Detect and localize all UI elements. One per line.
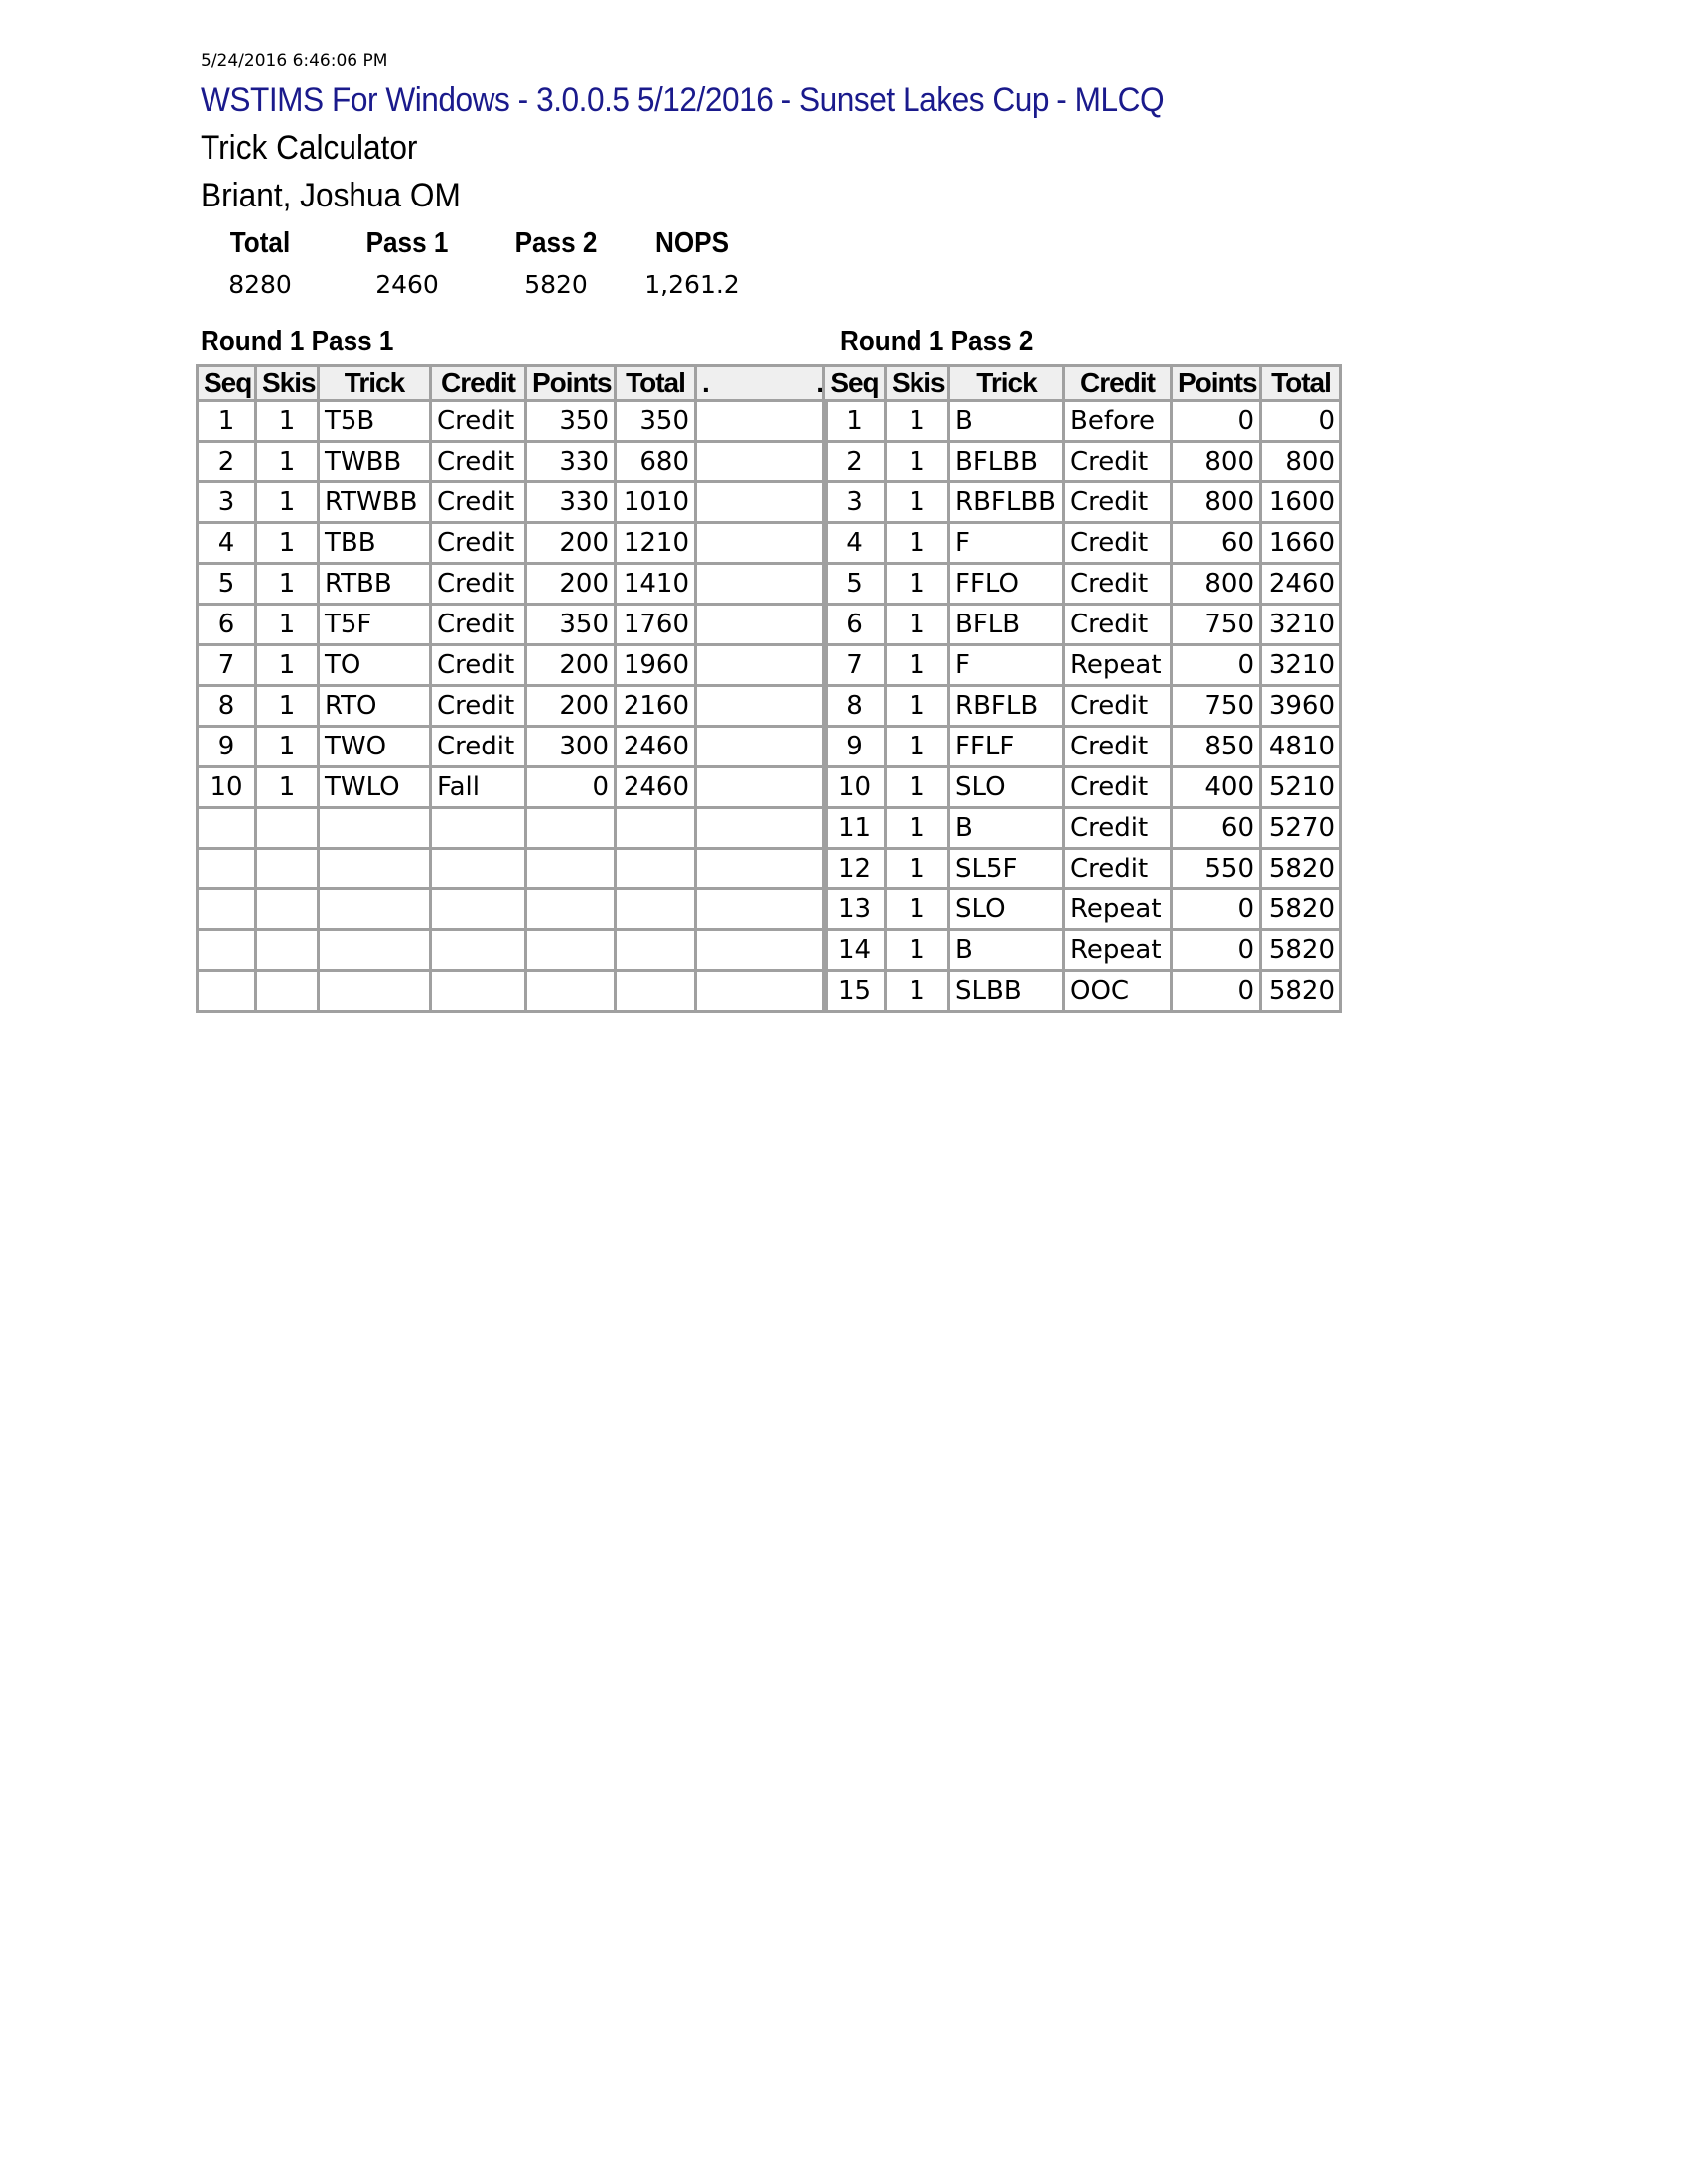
cell-skis [256,971,319,1012]
cell-spacer [696,401,827,442]
cell-points: 350 [526,605,616,645]
cell-total: 1210 [616,523,696,564]
cell-skis [256,849,319,889]
table-row [824,889,1341,930]
cell-trick: RBFLB [949,686,1064,727]
cell-skis: 1 [886,930,949,971]
cell-points: 850 [1172,727,1261,767]
summary-label-pass2: Pass 2 [514,227,598,259]
cell-total [616,971,696,1012]
cell-spacer [696,767,827,808]
cell-skis [256,808,319,849]
cell-points [526,849,616,889]
table-row [824,401,1341,442]
cell-points: 0 [526,767,616,808]
cell-skis: 1 [886,889,949,930]
col-trick: Trick [949,366,1064,401]
table-row [198,482,827,523]
print-timestamp: 5/24/2016 6:46:06 PM [201,51,388,70]
cell-seq: 3 [198,482,256,523]
cell-trick [319,889,431,930]
cell-credit: Credit [431,523,526,564]
cell-seq: 14 [824,930,886,971]
cell-points: 60 [1172,808,1261,849]
table-row [824,727,1341,767]
cell-total: 5820 [1261,889,1341,930]
cell-seq: 1 [824,401,886,442]
col-seq: Seq [198,366,256,401]
cell-trick: T5B [319,401,431,442]
cell-trick [319,930,431,971]
cell-total: 1410 [616,564,696,605]
cell-trick: SLO [949,767,1064,808]
cell-trick: B [949,930,1064,971]
cell-credit [431,971,526,1012]
cell-skis: 1 [886,605,949,645]
cell-skis: 1 [256,482,319,523]
col-total: Total [1261,366,1341,401]
cell-seq: 3 [824,482,886,523]
cell-seq: 8 [824,686,886,727]
cell-total: 2460 [616,767,696,808]
cell-credit [431,930,526,971]
cell-skis [256,930,319,971]
pass2-label: Round 1 Pass 2 [840,326,1034,357]
cell-seq: 7 [198,645,256,686]
cell-seq: 8 [198,686,256,727]
cell-trick: B [949,808,1064,849]
cell-seq: 5 [198,564,256,605]
cell-points: 0 [1172,401,1261,442]
cell-seq: 1 [198,401,256,442]
cell-points: 750 [1172,605,1261,645]
cell-skis: 1 [256,605,319,645]
cell-total: 5210 [1261,767,1341,808]
cell-trick: B [949,401,1064,442]
table-row [824,808,1341,849]
table-row [198,930,827,971]
summary-value-total: 8280 [228,270,292,299]
table-row [824,442,1341,482]
cell-credit: Credit [431,605,526,645]
cell-spacer [696,523,827,564]
pass1-table [196,364,828,1013]
cell-seq: 13 [824,889,886,930]
cell-spacer [696,645,827,686]
cell-credit: OOC [1064,971,1172,1012]
cell-seq [198,889,256,930]
cell-trick [319,971,431,1012]
cell-credit: Credit [1064,849,1172,889]
cell-points: 300 [526,727,616,767]
cell-points [526,808,616,849]
cell-skis: 1 [886,401,949,442]
table-row [198,605,827,645]
cell-seq: 12 [824,849,886,889]
table-row [824,686,1341,727]
cell-trick: SLO [949,889,1064,930]
cell-skis: 1 [886,971,949,1012]
cell-spacer [696,442,827,482]
cell-spacer [696,849,827,889]
col-trick: Trick [319,366,431,401]
cell-trick: F [949,523,1064,564]
pass1-header-row [198,366,827,401]
cell-spacer [696,727,827,767]
col-spacer [696,366,827,401]
cell-skis: 1 [886,727,949,767]
cell-seq: 10 [824,767,886,808]
cell-seq: 4 [824,523,886,564]
spacer-dot-left: . [702,367,709,398]
cell-points: 750 [1172,686,1261,727]
col-total: Total [616,366,696,401]
table-row [824,767,1341,808]
cell-trick: TWBB [319,442,431,482]
table-row [824,564,1341,605]
cell-points: 0 [1172,930,1261,971]
cell-credit: Credit [431,401,526,442]
cell-seq: 15 [824,971,886,1012]
cell-credit: Credit [1064,686,1172,727]
cell-total: 2460 [1261,564,1341,605]
cell-points: 0 [1172,889,1261,930]
cell-points: 350 [526,401,616,442]
table-row [824,605,1341,645]
table-row [198,401,827,442]
cell-total: 0 [1261,401,1341,442]
table-row [198,889,827,930]
summary-label-nops: NOPS [655,227,729,259]
cell-total: 1960 [616,645,696,686]
table-row [824,645,1341,686]
cell-skis: 1 [256,523,319,564]
cell-points: 800 [1172,442,1261,482]
cell-credit: Credit [431,645,526,686]
cell-skis: 1 [256,767,319,808]
pass2-header-row [824,366,1341,401]
cell-seq: 7 [824,645,886,686]
table-row [824,930,1341,971]
cell-spacer [696,482,827,523]
cell-trick: RTWBB [319,482,431,523]
summary-label-pass1: Pass 1 [365,227,449,259]
table-row [824,523,1341,564]
cell-trick: TWO [319,727,431,767]
cell-points [526,889,616,930]
table-row [198,727,827,767]
cell-credit: Credit [1064,564,1172,605]
table-row [198,849,827,889]
cell-points: 330 [526,482,616,523]
cell-trick: FFLF [949,727,1064,767]
table-row [198,645,827,686]
cell-credit: Credit [1064,727,1172,767]
cell-trick: TBB [319,523,431,564]
cell-seq: 6 [824,605,886,645]
cell-total: 1010 [616,482,696,523]
cell-seq [198,971,256,1012]
cell-seq: 10 [198,767,256,808]
cell-points: 200 [526,645,616,686]
cell-points: 550 [1172,849,1261,889]
cell-total: 1760 [616,605,696,645]
cell-credit: Credit [1064,605,1172,645]
cell-total: 3210 [1261,645,1341,686]
cell-credit: Credit [1064,523,1172,564]
cell-credit: Before [1064,401,1172,442]
cell-trick: T5F [319,605,431,645]
cell-total [616,849,696,889]
cell-credit: Credit [1064,767,1172,808]
col-points: Points [526,366,616,401]
cell-trick: RTBB [319,564,431,605]
table-row [824,482,1341,523]
cell-skis: 1 [256,645,319,686]
cell-skis: 1 [886,686,949,727]
cell-skis: 1 [886,808,949,849]
cell-credit: Fall [431,767,526,808]
cell-spacer [696,605,827,645]
cell-credit: Credit [431,482,526,523]
cell-total: 2160 [616,686,696,727]
cell-seq: 9 [198,727,256,767]
cell-skis: 1 [886,564,949,605]
cell-points: 330 [526,442,616,482]
cell-seq [198,930,256,971]
cell-trick: SL5F [949,849,1064,889]
report-title: WSTIMS For Windows - 3.0.0.5 5/12/2016 - Sunset Lakes Cup - MLCQ [201,81,1165,119]
col-credit: Credit [431,366,526,401]
cell-trick: TO [319,645,431,686]
cell-credit: Repeat [1064,645,1172,686]
cell-credit: Credit [1064,482,1172,523]
cell-credit [431,808,526,849]
summary-value-pass2: 5820 [524,270,588,299]
cell-spacer [696,564,827,605]
cell-credit: Repeat [1064,930,1172,971]
cell-spacer [696,808,827,849]
summary-value-pass1: 2460 [375,270,439,299]
cell-seq [198,808,256,849]
table-row [824,971,1341,1012]
cell-trick [319,849,431,889]
pass2-table [822,364,1342,1013]
cell-trick: BFLBB [949,442,1064,482]
cell-total: 3210 [1261,605,1341,645]
skier-name: Briant, Joshua OM [201,177,461,214]
col-skis: Skis [886,366,949,401]
cell-total: 5820 [1261,849,1341,889]
cell-seq [198,849,256,889]
cell-points: 60 [1172,523,1261,564]
cell-total: 4810 [1261,727,1341,767]
cell-points [526,971,616,1012]
cell-credit: Credit [431,442,526,482]
cell-total: 1600 [1261,482,1341,523]
cell-spacer [696,930,827,971]
cell-total: 5820 [1261,930,1341,971]
table-row [198,523,827,564]
cell-credit: Repeat [1064,889,1172,930]
cell-points: 800 [1172,564,1261,605]
cell-seq: 11 [824,808,886,849]
cell-skis: 1 [886,482,949,523]
cell-spacer [696,686,827,727]
cell-seq: 6 [198,605,256,645]
report-subtitle: Trick Calculator [201,129,418,167]
cell-skis: 1 [886,442,949,482]
table-row [198,971,827,1012]
cell-credit: Credit [1064,808,1172,849]
cell-seq: 2 [198,442,256,482]
summary-label-total: Total [229,227,291,259]
cell-skis: 1 [886,767,949,808]
col-seq: Seq [824,366,886,401]
cell-points: 200 [526,564,616,605]
cell-seq: 5 [824,564,886,605]
col-points: Points [1172,366,1261,401]
spacer-dot-right: . [816,367,823,398]
cell-trick: TWLO [319,767,431,808]
cell-trick: FFLO [949,564,1064,605]
cell-trick: SLBB [949,971,1064,1012]
cell-total [616,808,696,849]
cell-skis: 1 [256,442,319,482]
cell-trick: RTO [319,686,431,727]
table-row [198,442,827,482]
cell-spacer [696,971,827,1012]
cell-trick: BFLB [949,605,1064,645]
cell-trick: RBFLBB [949,482,1064,523]
cell-total: 350 [616,401,696,442]
summary-value-nops: 1,261.2 [644,270,740,299]
cell-credit: Credit [431,686,526,727]
cell-total: 3960 [1261,686,1341,727]
table-row [198,564,827,605]
cell-seq: 9 [824,727,886,767]
cell-credit [431,889,526,930]
cell-points [526,930,616,971]
cell-skis [256,889,319,930]
cell-total: 2460 [616,727,696,767]
cell-credit: Credit [1064,442,1172,482]
cell-points: 800 [1172,482,1261,523]
cell-points: 200 [526,686,616,727]
cell-skis: 1 [256,564,319,605]
cell-skis: 1 [256,401,319,442]
cell-points: 200 [526,523,616,564]
cell-skis: 1 [886,849,949,889]
cell-points: 0 [1172,971,1261,1012]
cell-seq: 2 [824,442,886,482]
table-row [198,808,827,849]
cell-trick [319,808,431,849]
cell-spacer [696,889,827,930]
pass1-label: Round 1 Pass 1 [201,326,394,357]
col-skis: Skis [256,366,319,401]
table-row [198,767,827,808]
cell-points: 0 [1172,645,1261,686]
cell-credit [431,849,526,889]
cell-total: 5270 [1261,808,1341,849]
cell-skis: 1 [886,523,949,564]
cell-skis: 1 [256,686,319,727]
cell-total: 800 [1261,442,1341,482]
cell-total: 5820 [1261,971,1341,1012]
cell-total [616,889,696,930]
cell-skis: 1 [886,645,949,686]
cell-seq: 4 [198,523,256,564]
cell-skis: 1 [256,727,319,767]
cell-total [616,930,696,971]
cell-total: 1660 [1261,523,1341,564]
cell-credit: Credit [431,727,526,767]
table-row [198,686,827,727]
cell-total: 680 [616,442,696,482]
cell-points: 400 [1172,767,1261,808]
col-credit: Credit [1064,366,1172,401]
table-row [824,849,1341,889]
cell-trick: F [949,645,1064,686]
cell-credit: Credit [431,564,526,605]
